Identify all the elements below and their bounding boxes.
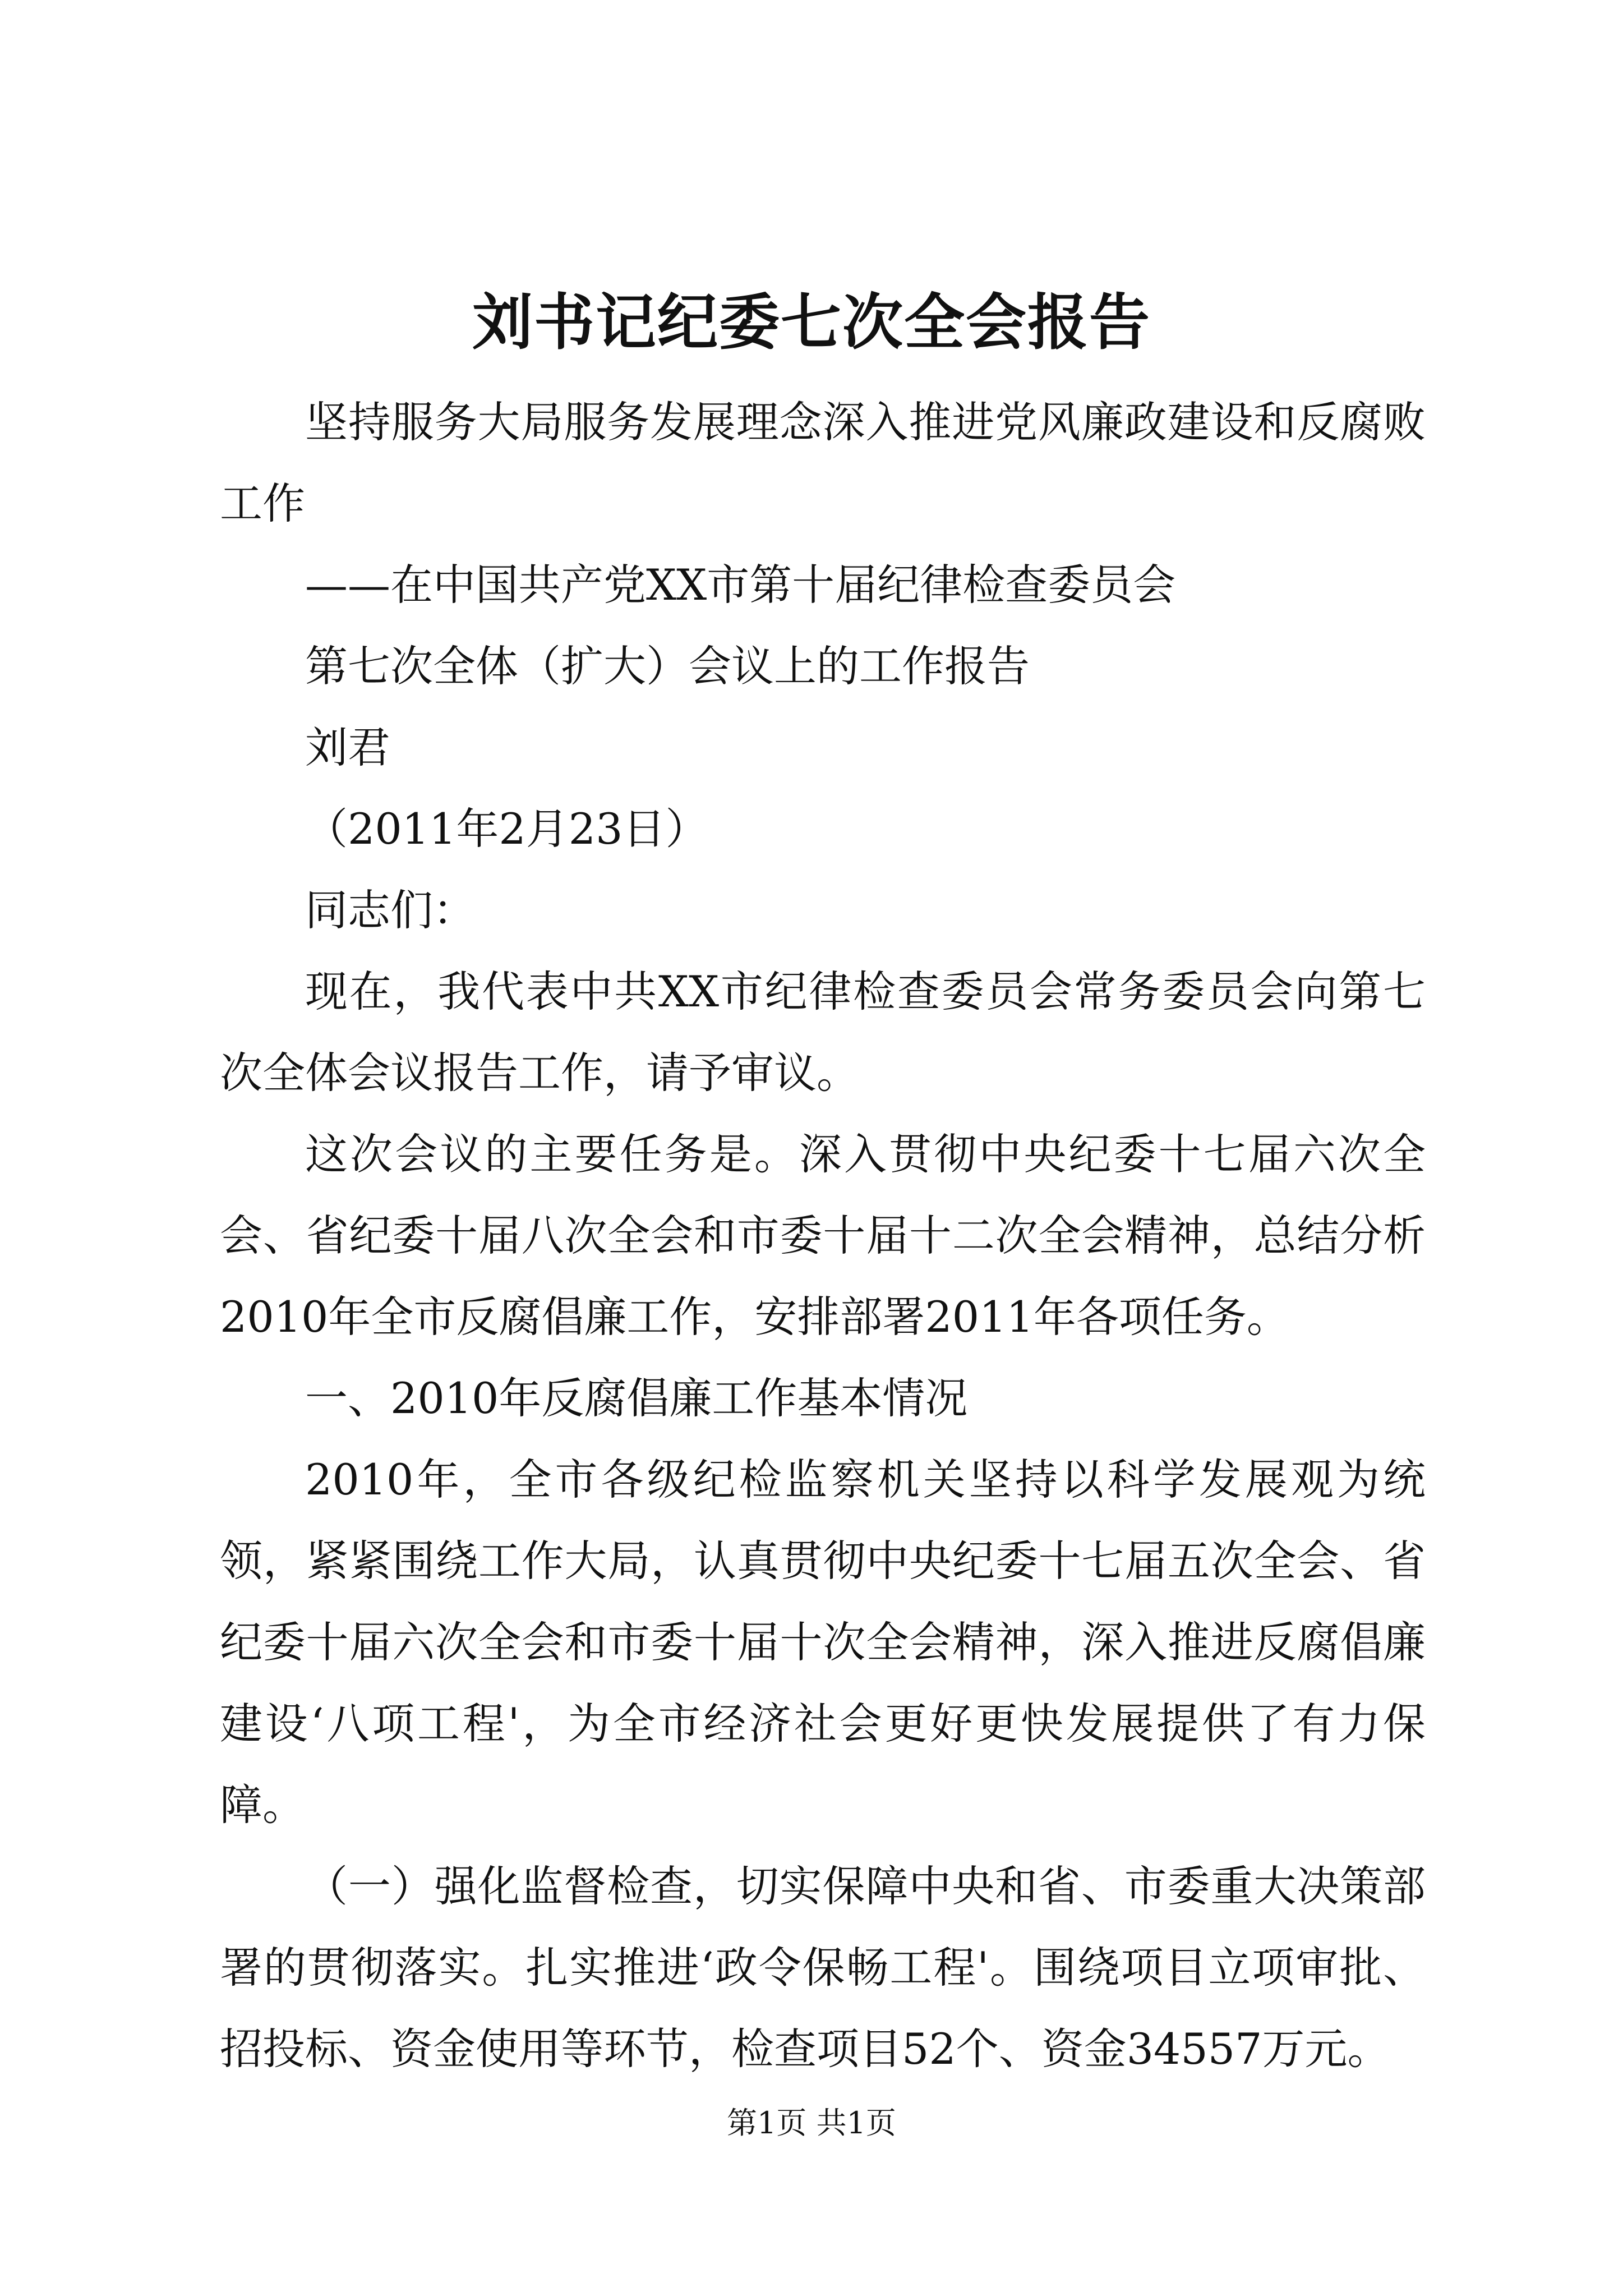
- document-body: [220, 381, 1426, 2090]
- report-subtitle: 坚持服务大局服务发展理念深入推进党风廉政建设和反腐败工作: [220, 397, 1426, 528]
- salutation: 同志们：: [305, 885, 476, 935]
- page-footer: 第1页 共1页: [727, 2105, 896, 2141]
- document-title: 刘书记纪委七次全会报告: [472, 287, 1151, 358]
- author-name: 刘君: [305, 723, 390, 772]
- report-date: （2011年2月23日）: [305, 804, 708, 854]
- paragraph-task: 这次会议的主要任务是。深入贯彻中央纪委十七届六次全会、省纪委十届八次全会和市委十届十二次全会精神，总结分析2010年全市反腐倡廉工作，安排部署2011年各项任务。: [220, 1129, 1426, 1342]
- paragraph-intro: 现在，我代表中共XX市纪律检查委员会常务委员会向第七次全体会议报告工作，请予审议。: [220, 967, 1426, 1098]
- meeting-line-2: 第七次全体（扩大）会议上的工作报告: [305, 641, 1030, 691]
- paragraph-2010-summary: 2010年，全市各级纪检监察机关坚持以科学发展观为统领，紧紧围绕工作大局，认真贯彻中央纪委十七届五次全会、省纪委十届六次全会和市委十届十次全会精神，深入推进反腐倡廉建设‘八项工程'，为全市经济社会更好更快发展提供了有力保障。: [220, 1455, 1426, 1830]
- section-heading-1: 一、2010年反腐倡廉工作基本情况: [305, 1373, 968, 1423]
- meeting-line-1: ——在中国共产党XX市第十届纪律检查委员会: [305, 560, 1176, 610]
- paragraph-supervision: （一）强化监督检查，切实保障中央和省、市委重大决策部署的贯彻落实。扎实推进‘政令保畅工程'。围绕项目立项审批、招投标、资金使用等环节，检查项目52个、资金34557万元。: [220, 1861, 1426, 2074]
